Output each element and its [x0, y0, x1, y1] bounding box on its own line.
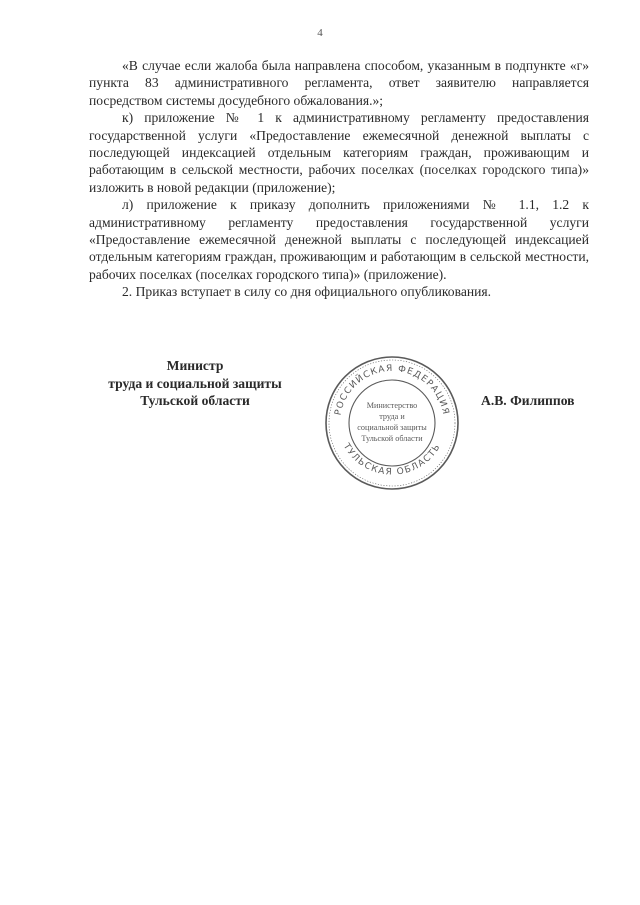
seal-inner-line-1: Министерство	[366, 401, 418, 410]
seal-inner-line-2: труда и	[379, 412, 405, 421]
position-line-2: труда и социальной защиты	[108, 375, 282, 391]
seal-graphic	[323, 354, 461, 492]
position-line-1: Министр	[166, 358, 224, 373]
paragraph-effective-date: 2. Приказ вступает в силу со дня официального опубликования.	[122, 284, 492, 300]
official-seal	[323, 354, 461, 492]
seal-bottom-text: ТУЛЬСКАЯ ОБЛАСТЬ	[340, 441, 444, 478]
paragraph-item-k: к) приложение № 1 к административному регламенту предоставления государственной услуги «Предоставление ежемесячной денежной выплаты с последующей индексацией отдельным категориям граждан, проживающим и работающим в сельской местности, рабочих поселках (поселках городского типа)» изложить в новой редакции (приложение);	[89, 110, 589, 195]
signer-name: А.В. Филиппов	[481, 393, 575, 408]
document-body	[89, 57, 589, 301]
paragraph-complaint-answer: «В случае если жалоба была направлена способом, указанным в подпункте «г» пункта 83 административного регламента, ответ заявителю направляется посредством системы досудебного обжалования.»;	[89, 58, 589, 108]
seal-top-text: РОССИЙСКАЯ ФЕДЕРАЦИЯ	[333, 363, 451, 417]
page-number: 4	[317, 27, 323, 39]
paragraph-item-l: л) приложение к приказу дополнить приложениями № 1.1, 1.2 к административному регламенту предоставления государственной услуги «Предоставление ежемесячной денежной выплаты с последующей индексацией отдельным категориям граждан, проживающим и работающим в сельской местности, рабочих поселках (поселках городского типа)» (приложение).	[89, 197, 589, 282]
seal-inner-line-4: Тульской области	[361, 434, 423, 443]
signatory-position	[100, 357, 290, 410]
position-line-3: Тульской области	[140, 393, 250, 408]
seal-inner-line-3: социальной защиты	[357, 423, 427, 432]
